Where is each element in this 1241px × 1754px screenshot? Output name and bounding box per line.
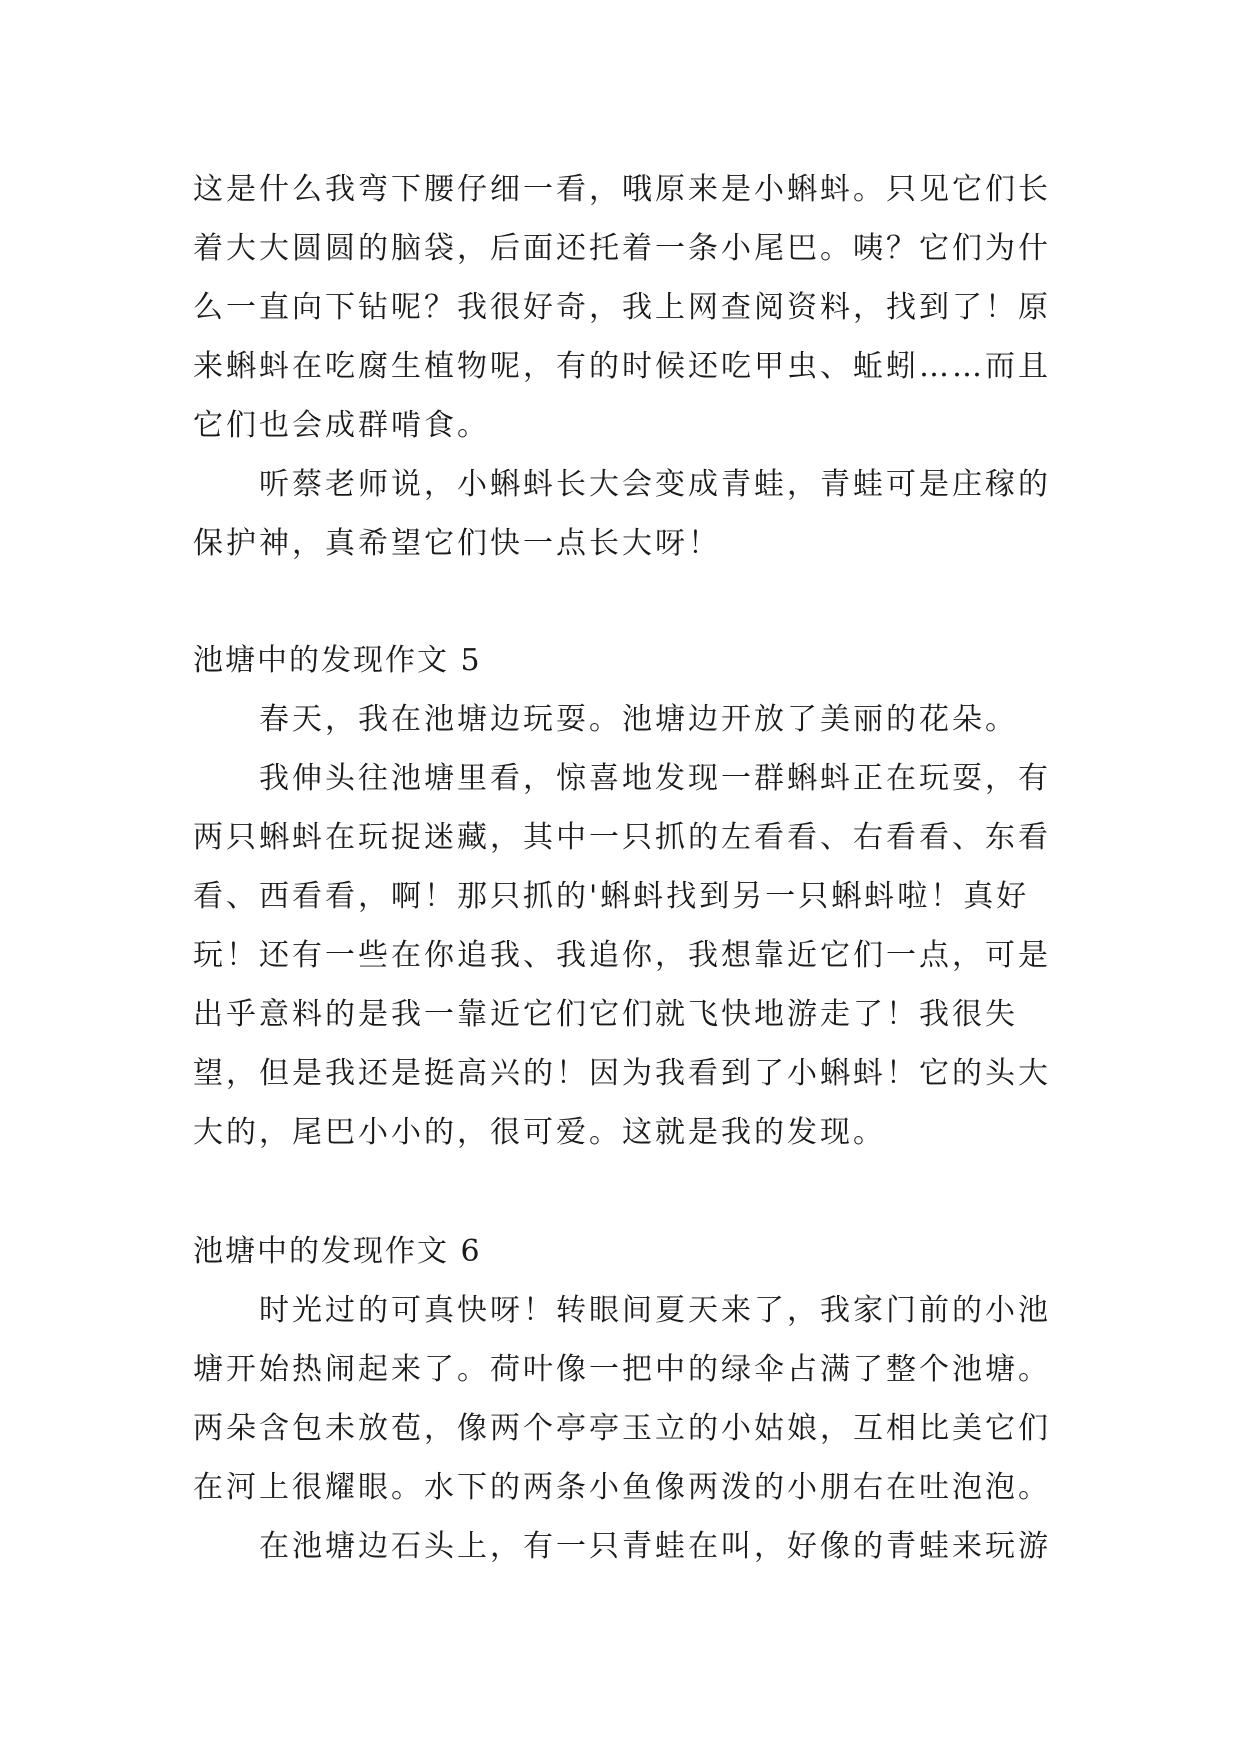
paragraph-line: 它们也会成群啃食。 — [193, 408, 490, 443]
paragraph-line: 大的，尾巴小小的，很可爱。这就是我的发现。 — [193, 1115, 886, 1150]
section-gap — [193, 573, 1063, 631]
paragraph-line: 时光过的可真快呀！转眼间夏天来了，我家门前的小池 — [259, 1293, 1051, 1328]
paragraph-line: 看、西看看，啊！那只抓的'蝌蚪找到另一只蝌蚪啦！真好 — [193, 879, 1030, 914]
paragraph-line: 春天，我在池塘边玩耍。池塘边开放了美丽的花朵。 — [259, 702, 1018, 737]
paragraph-line: 出乎意料的是我一靠近它们它们就飞快地游走了！我很失 — [193, 997, 1018, 1032]
paragraph-line: 着大大圆圆的脑袋，后面还托着一条小尾巴。咦？它们为什 — [193, 231, 1051, 266]
paragraph-line: 望，但是我还是挺高兴的！因为我看到了小蝌蚪！它的头大 — [193, 1056, 1051, 1091]
document-page — [193, 160, 1063, 1576]
essay-title: 池塘中的发现作文 5 — [193, 643, 482, 678]
section-gap — [193, 1162, 1063, 1222]
paragraph-line: 保护神，真希望它们快一点长大呀！ — [193, 526, 721, 561]
paragraph-line: 这是什么我弯下腰仔细一看，哦原来是小蝌蚪。只见它们长 — [193, 172, 1051, 207]
paragraph-line: 在河上很耀眼。水下的两条小鱼像两泼的小朋右在吐泡泡。 — [193, 1470, 1051, 1505]
paragraph-line: 听蔡老师说，小蝌蚪长大会变成青蛙，青蛙可是庄稼的 — [259, 467, 1051, 502]
paragraph-line: 两朵含包未放苞，像两个亭亭玉立的小姑娘，互相比美它们 — [193, 1411, 1051, 1446]
paragraph-line: 来蝌蚪在吃腐生植物呢，有的时候还吃甲虫、蚯蚓……而且 — [193, 349, 1051, 384]
paragraph-line: 我伸头往池塘里看，惊喜地发现一群蝌蚪正在玩耍，有 — [259, 761, 1051, 796]
paragraph-line: 两只蝌蚪在玩捉迷藏，其中一只抓的左看看、右看看、东看 — [193, 820, 1051, 855]
paragraph-line: 在池塘边石头上，有一只青蛙在叫，好像的青蛙来玩游 — [259, 1529, 1051, 1564]
essay-title: 池塘中的发现作文 6 — [193, 1234, 482, 1269]
paragraph-line: 玩！还有一些在你追我、我追你，我想靠近它们一点，可是 — [193, 938, 1051, 973]
paragraph-line: 么一直向下钻呢？我很好奇，我上网查阅资料，找到了！原 — [193, 290, 1051, 325]
paragraph-line: 塘开始热闹起来了。荷叶像一把中的绿伞占满了整个池塘。 — [193, 1352, 1051, 1387]
